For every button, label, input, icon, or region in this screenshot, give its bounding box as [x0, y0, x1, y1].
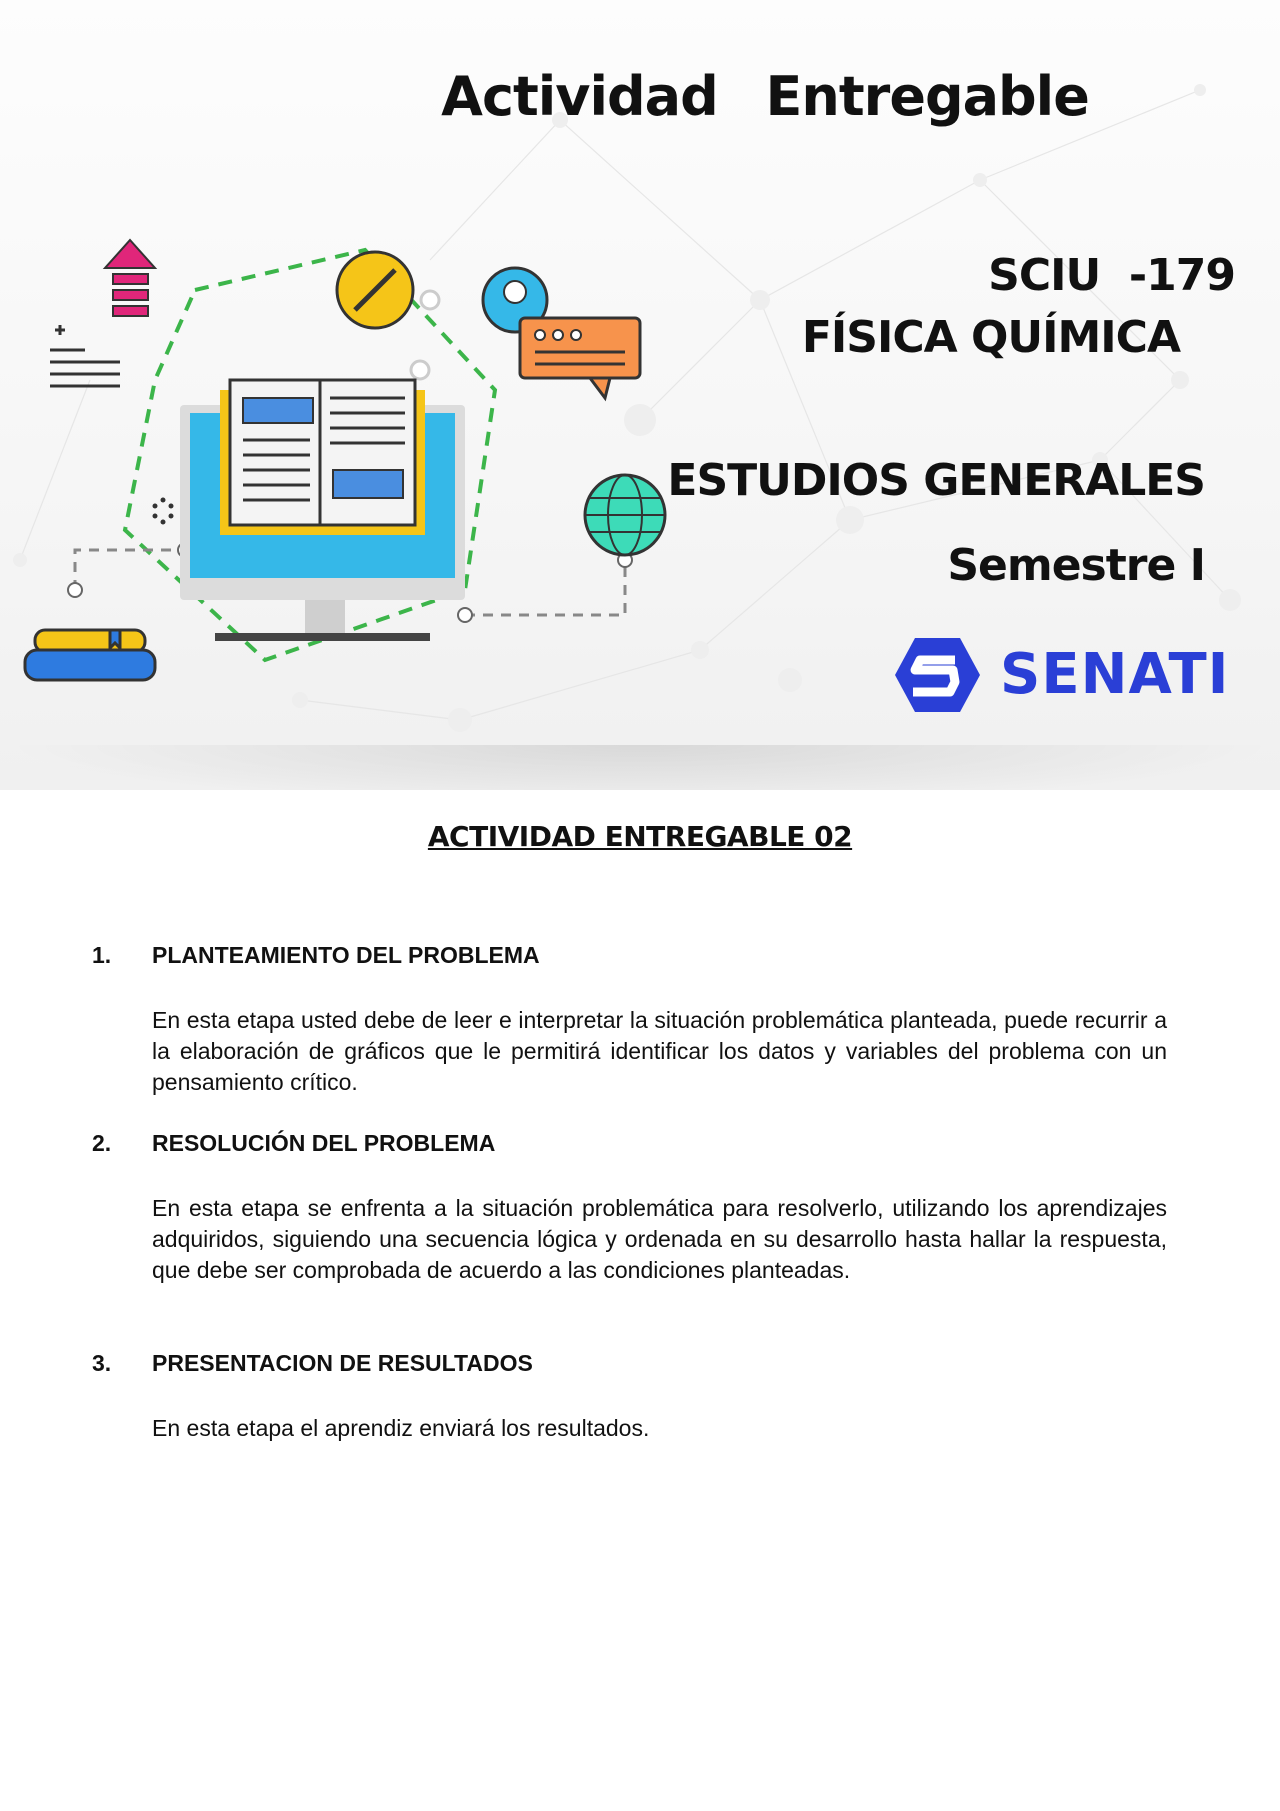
section-number: 3.	[92, 1350, 112, 1376]
section-number: 2.	[92, 1130, 112, 1156]
dots-icon	[153, 498, 174, 525]
cover-header	[0, 0, 1280, 790]
section-heading	[92, 1350, 1167, 1377]
section-heading	[92, 942, 1167, 969]
document-title: Actividad Entregable	[441, 65, 1089, 128]
globe-icon	[585, 475, 665, 555]
section-paragraph: En esta etapa usted debe de leer e interpretar la situación problemática planteada, puede recurrir a la elaboración de gráficos que le permitirá identificar los datos y variables del problema con un pensamiento crítico.	[152, 1007, 1167, 1095]
section-resolucion	[92, 1130, 1167, 1286]
semester-label: Semestre I	[947, 540, 1205, 591]
course-code: SCIU -179	[988, 250, 1235, 301]
section-title: RESOLUCIÓN DEL PROBLEMA	[152, 1130, 496, 1156]
section-title: PRESENTACION DE RESULTADOS	[152, 1350, 533, 1376]
section-paragraph: En esta etapa se enfrenta a la situación problemática para resolverlo, utilizando los aprendizajes adquiridos, siguiendo una secuencia lógica y ordenada en su desarrollo hasta hallar la respuesta, que debe ser comprobada de acuerdo a las condiciones planteadas.	[152, 1195, 1167, 1283]
elearning-illustration	[15, 230, 695, 710]
senati-logo-text: SENATI	[1000, 642, 1230, 707]
pencil-icon	[337, 252, 413, 328]
activity-heading: ACTIVIDAD ENTREGABLE 02	[427, 820, 853, 853]
section-paragraph: En esta etapa el aprendiz enviará los resultados.	[152, 1415, 650, 1441]
user-chat-icon	[483, 268, 640, 398]
department-name: ESTUDIOS GENERALES	[667, 455, 1205, 506]
section-resultados	[92, 1350, 1167, 1444]
course-name: FÍSICA QUÍMICA	[801, 312, 1180, 363]
section-heading	[92, 1130, 1167, 1157]
books-icon	[25, 630, 155, 680]
arrow-up-icon	[105, 240, 155, 316]
section-number: 1.	[92, 942, 112, 968]
section-title: PLANTEAMIENTO DEL PROBLEMA	[152, 942, 540, 968]
section-planteamiento	[92, 942, 1167, 1098]
header-shadow	[0, 745, 1280, 790]
text-lines-icon	[50, 325, 120, 386]
open-book-icon	[220, 380, 425, 535]
